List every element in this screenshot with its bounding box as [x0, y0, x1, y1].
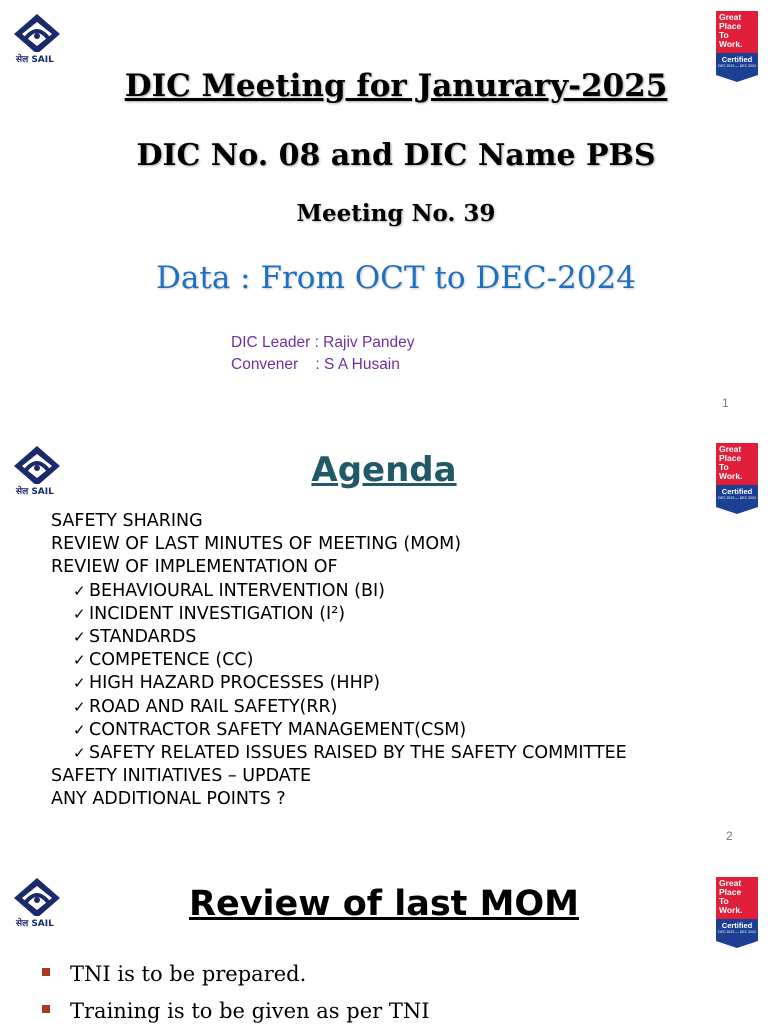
agenda-sub-label: ROAD AND RAIL SAFETY(RR) — [89, 696, 338, 717]
mom-bullet-text: Training is to be given as per TNI — [70, 999, 430, 1023]
mom-bullet-item — [42, 956, 430, 993]
dic-leader: DIC Leader : Rajiv Pandey — [231, 334, 415, 351]
check-icon: ✓ — [73, 604, 86, 623]
badge-line-3: To — [719, 896, 729, 906]
agenda-list — [51, 510, 627, 812]
badge-line-2: Place — [719, 21, 742, 31]
badge-certified: Certified — [721, 55, 753, 64]
check-icon: ✓ — [73, 720, 86, 739]
logo-label: सेल SAIL — [16, 487, 54, 497]
agenda-item: REVIEW OF LAST MINUTES OF MEETING (MOM) — [51, 534, 462, 555]
sail-logo — [12, 12, 62, 64]
check-icon: ✓ — [73, 628, 86, 647]
dic-subtitle: DIC No. 08 and DIC Name PBS — [136, 138, 656, 173]
agenda-title: Agenda — [311, 450, 457, 490]
page-number: 1 — [722, 396, 729, 410]
badge-certified: Certified — [721, 921, 753, 930]
square-bullet-icon — [42, 968, 50, 976]
badge-line-4: Work. — [719, 905, 743, 915]
check-icon: ✓ — [73, 674, 86, 693]
badge-dates: DEC 2023 — DEC 2024 — [718, 64, 756, 68]
slide-1 — [0, 0, 768, 425]
check-icon: ✓ — [73, 651, 86, 670]
badge-line-4: Work. — [719, 471, 743, 481]
agenda-sub-label: SAFETY RELATED ISSUES RAISED BY THE SAFETY COMMITTEE — [89, 743, 627, 764]
check-icon: ✓ — [73, 581, 86, 600]
slide-3 — [0, 864, 768, 1024]
agenda-sub-item — [51, 719, 627, 742]
agenda-sub-label: CONTRACTOR SAFETY MANAGEMENT(CSM) — [89, 719, 467, 740]
logo-label: सेल SAIL — [16, 919, 54, 929]
logo-label: सेल SAIL — [16, 55, 54, 65]
badge-certified: Certified — [721, 487, 753, 496]
badge-line-1: Great — [719, 444, 742, 454]
agenda-item: ANY ADDITIONAL POINTS ? — [51, 789, 286, 810]
agenda-sub-item — [51, 603, 627, 626]
agenda-item: SAFETY INITIATIVES – UPDATE — [51, 766, 312, 787]
badge-line-2: Place — [719, 887, 742, 897]
square-bullet-icon — [42, 1005, 50, 1013]
agenda-item: REVIEW OF IMPLEMENTATION OF — [51, 557, 338, 578]
badge-line-3: To — [719, 462, 729, 472]
agenda-sub-label: INCIDENT INVESTIGATION (I²) — [89, 603, 346, 624]
agenda-sub-item — [51, 696, 627, 719]
check-icon: ✓ — [73, 697, 86, 716]
slide-2 — [0, 432, 768, 852]
mom-title: Review of last MOM — [189, 884, 579, 924]
check-icon: ✓ — [73, 744, 86, 763]
badge-red — [716, 11, 758, 53]
badge-point — [716, 507, 758, 514]
data-range: Data : From OCT to DEC-2024 — [156, 260, 636, 296]
agenda-sub-label: HIGH HAZARD PROCESSES (HHP) — [89, 673, 381, 694]
agenda-sub-item — [51, 580, 627, 603]
leaders-block — [231, 332, 415, 376]
meeting-number: Meeting No. 39 — [296, 200, 496, 227]
badge-line-3: To — [719, 30, 729, 40]
badge-dates: DEC 2023 — DEC 2024 — [718, 930, 756, 934]
agenda-sub-item — [51, 626, 627, 649]
mom-bullet-item — [42, 993, 430, 1030]
convener: Convener : S A Husain — [231, 356, 400, 373]
agenda-sub-item — [51, 649, 627, 672]
mom-bullet-text: TNI is to be prepared. — [70, 962, 307, 986]
mom-list — [42, 956, 430, 1030]
agenda-sub-label: STANDARDS — [89, 627, 197, 648]
meeting-title: DIC Meeting for Janurary-2025 — [124, 68, 668, 104]
page-number: 2 — [726, 829, 733, 843]
badge-point — [716, 941, 758, 948]
sail-logo-icon — [12, 12, 62, 52]
badge-line-1: Great — [719, 12, 742, 22]
badge-line-2: Place — [719, 453, 742, 463]
badge-line-1: Great — [719, 878, 742, 888]
badge-dates: DEC 2023 — DEC 2024 — [718, 496, 756, 500]
agenda-sub-item — [51, 742, 627, 765]
agenda-sub-label: BEHAVIOURAL INTERVENTION (BI) — [89, 580, 385, 601]
agenda-item: SAFETY SHARING — [51, 511, 203, 531]
agenda-sub-item — [51, 672, 627, 695]
badge-line-4: Work. — [719, 39, 743, 49]
agenda-sub-label: COMPETENCE (CC) — [89, 650, 254, 671]
